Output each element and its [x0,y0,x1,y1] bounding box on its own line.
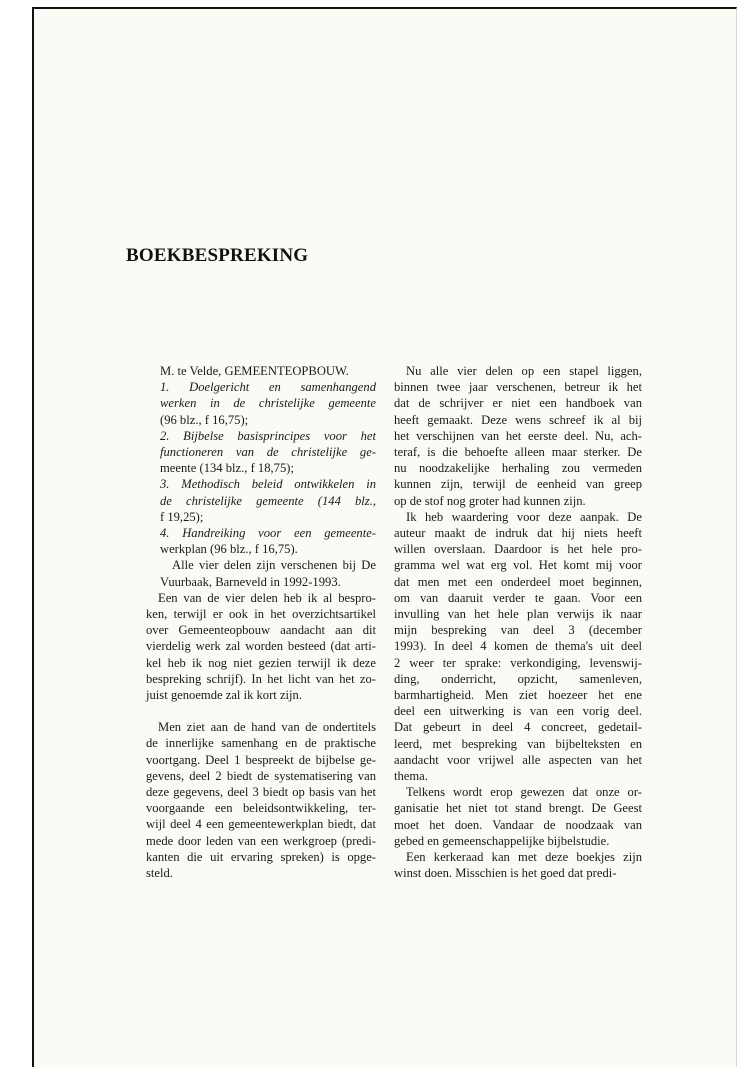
text-line: 2 weer ter sprake: verkondiging, levenswij- [394,655,642,670]
text-line: op de stof nog groter had kunnen zijn. [394,493,586,508]
text-line: Ik heb waardering voor deze aanpak. De [406,509,642,524]
text-line: Vuurbaak, Barneveld in 1992-1993. [160,574,341,589]
text-line: werken in de christelijke gemeente [160,396,376,411]
text-line: 3. Methodisch beleid ontwikkelen in [160,477,376,492]
text-line: de christelijke gemeente (144 blz., [160,493,376,508]
book-reference [146,363,376,590]
text-line: de innerlijke samenhang en de praktische [146,736,376,751]
text-line: voorgaande een beleidsontwikkeling, ter- [146,801,376,816]
text-line: 4. Handreiking voor een gemeente- [160,526,376,541]
text-line: invulling van het hele plan verwijs ik naar [394,607,642,622]
text-line: 1. Doelgericht en samenhangend [160,380,376,395]
text-line: deze gegevens, deel 3 biedt op basis van het [146,785,376,800]
text-line: thema. [394,769,428,784]
text-line: moet het doen. Vandaar de noodzaak van [394,817,642,832]
text-line: winst doen. Misschien is het goed dat predi- [394,866,617,881]
paragraph [146,719,376,881]
text-line: mijn bespreking van deel 3 (december [394,623,642,638]
text-line: auteur maakt de indruk dat hij niets heeft [394,526,642,541]
text-line: leerd, met bespreking van bijbelteksten en [394,736,642,751]
text-line: barmhartigheid. Men ziet hoezeer het ene [394,688,642,703]
book-page [32,7,737,1067]
text-line: binnen twee jaar verschenen, betreur ik het [394,380,642,395]
text-line: kel heb ik nog niet gezien terwijl ik deze [146,655,376,670]
text-line: gebed en gemeenschappelijke bijbelstudie. [394,833,610,848]
paragraph [394,849,642,881]
text-line: teraf, is die behoefte alleen maar sterker. De [394,445,642,460]
text-line: Nu alle vier delen op een stapel liggen, [406,364,642,378]
text-line: f 19,25); [160,509,204,524]
text-line: gramma wel wat erg vol. Het komt mij voor [394,558,642,573]
text-line: (96 blz., f 16,75); [160,412,249,427]
section-heading: BOEKBESPREKING [126,245,309,266]
text-line: bespreking schrijf). In het licht van het zo- [146,671,376,686]
text-line: om van daaruit verder te gaan. Voor een [394,590,642,605]
paragraph [394,784,642,849]
text-line: Telkens wordt erop gewezen dat onze or- [406,785,642,800]
text-line: Alle vier delen zijn verschenen bij De [172,558,376,573]
text-line: steld. [146,866,173,881]
paragraph-gap [146,703,376,719]
text-line: ken, terwijl er ook in het overzichtsartikel [146,607,376,622]
text-line: het verschijnen van het eerste deel. Nu, ach- [394,428,642,443]
text-line: dat men met een onderdeel moet beginnen, [394,574,642,589]
paragraph [394,363,642,509]
text-line: wijl deel 4 een gemeentewerkplan biedt, dat [146,817,376,832]
text-line: juist genoemde zal ik kort zijn. [146,688,302,703]
right-column [394,363,642,882]
text-line: gevens, deel 2 biedt de systematisering van [146,768,376,783]
text-line: willen overslaan. Daardoor is het hele pro- [394,542,642,557]
text-line: mede door leden van een werkgroep (predi- [146,833,376,848]
text-line: aandacht voor vrijwel alle aspecten van het [394,752,642,767]
text-line: ding, onderricht, opzicht, samenleven, [394,671,642,686]
text-line: nu noodzakelijke herhaling zou vermeden [394,461,642,476]
text-line: heeft gemaakt. Deze wens schreef ik al bij [394,412,642,427]
paragraph [146,590,376,703]
text-line: kunnen zijn, terwijl de eenheid van greep [394,477,642,492]
left-column [146,363,376,881]
text-line: Men ziet aan de hand van de ondertitels [158,720,376,735]
text-line: 2. Bijbelse basisprincipes voor het [160,428,376,443]
text-line: vierdelig werk zal worden besteed (dat arti- [146,639,376,654]
text-line: deel een uitwerking is van een vorig deel. [394,704,642,719]
text-line: over Gemeenteopbouw aandacht aan dit [146,623,376,638]
text-line: Een kerkeraad kan met deze boekjes zijn [406,850,642,865]
text-line: dat de schrijver er niet een handboek van [394,396,642,411]
text-line: meente (134 blz., f 18,75); [160,461,294,476]
text-line: Een van de vier delen heb ik al bespro- [158,590,376,605]
text-line: Dat gebeurt in deel 4 concreet, gedetail- [394,720,642,735]
text-line: ganisatie het niet tot stand brengt. De Geest [394,801,642,816]
text-line: kanten die uit ervaring spreken) is opge- [146,849,376,864]
text-line: werkplan (96 blz., f 16,75). [160,542,298,557]
text-line: M. te Velde, GEMEENTEOPBOUW. [160,364,349,378]
text-line: voortgang. Deel 1 bespreekt de bijbelse ge- [146,752,376,767]
text-line: 1993). In deel 4 komen de thema's uit deel [394,639,642,654]
paragraph [394,509,642,784]
text-line: functioneren van de christelijke ge- [160,445,376,460]
